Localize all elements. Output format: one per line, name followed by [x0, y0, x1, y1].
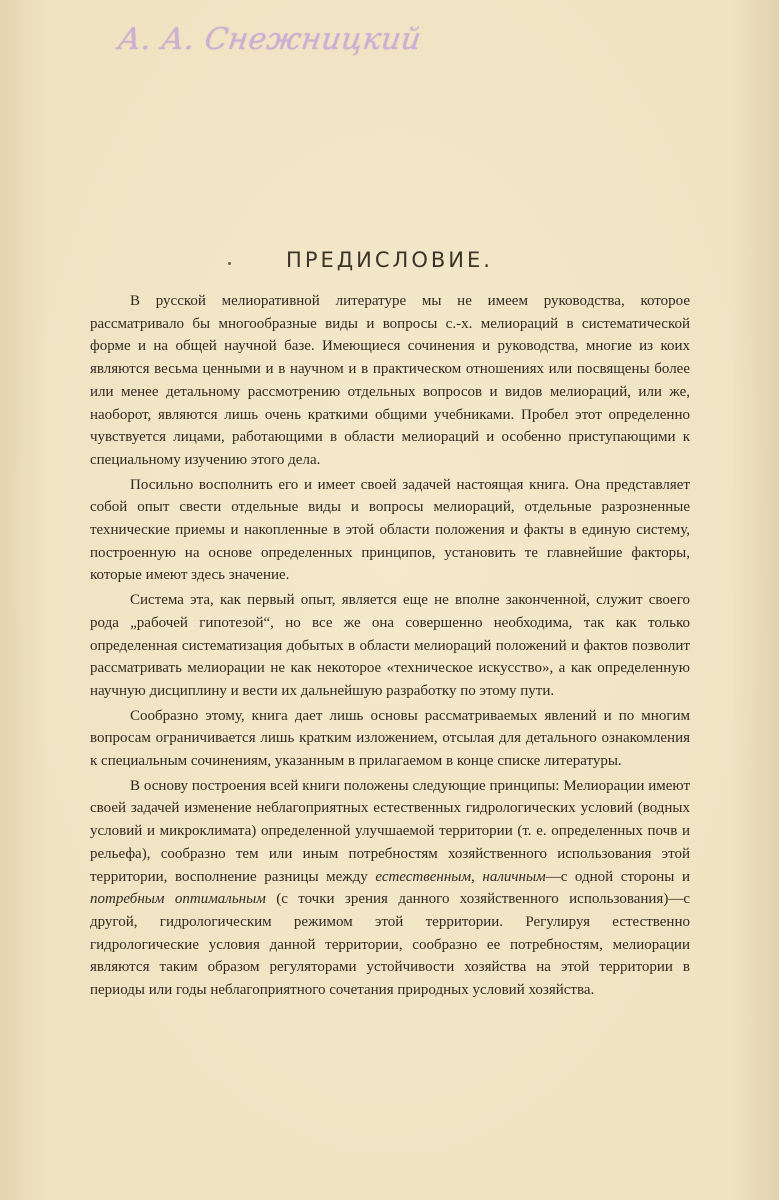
- preface-body: [90, 290, 690, 1004]
- paragraph-5-part-3: (с точки зрения данного хозяйственного использования)—с другой, гидрологическим режимом этой территории. Регулируя естественно гидрологические условия данной территории, сообразно ее потребностям, мелиорации являются таким образом регуляторами устойчивости хозяйства на этой территории в периоды или годы неблагоприятного сочетания природных условий хозяйства.: [90, 891, 690, 999]
- page-title: ПРЕДИСЛОВИЕ.: [286, 248, 493, 272]
- paragraph-5: [90, 775, 690, 1002]
- paragraph-3: Система эта, как первый опыт, является еще не вполне законченной, служит своего рода „рабочей гипотезой“, но все же она совершенно необходима, так как только определенная систематизация добытых в области мелиораций положений и фактов позволит рассматривать мелиорации не как некоторое «техническое искусство», а как определенную научную дисциплину и вести их дальнейшую разработку по этому пути.: [90, 592, 690, 699]
- paragraph-4: Сообразно этому, книга дает лишь основы рассматриваемых явлений и по многим вопросам ограничивается лишь кратким изложением, отсылая для детального ознакомления к специальным сочинениям, указанным в прилагаемом в конце списке литературы.: [90, 707, 690, 770]
- paragraph-5-italic-1: естественным, наличным: [375, 868, 546, 885]
- paragraph-2: Посильно восполнить его и имеет своей задачей настоящая книга. Она представляет собой опыт свести отдельные виды и вопросы мелиораций, отдельные разрозненные технические приемы и накопленные в этой области положения и факты в единую систему, построенную на основе определенных принципов, установить те главнейшие факторы, которые имеют здесь значение.: [90, 476, 690, 584]
- paragraph-5-italic-2: потребным оптимальным: [90, 891, 266, 908]
- owner-stamp: А. А. Снежницкий: [115, 22, 424, 57]
- paragraph-1: В русской мелиоративной литературе мы не имеем руководства, которое рассматривало бы многообразные виды и вопросы с.-х. мелиораций в систематической форме и на общей научной базе. Имеющиеся сочинения и руководства, многие из коих являются весьма ценными и в научном и в практическом отношениях или посвящены более или менее детальному рассмотрению отдельных вопросов и видов мелиораций, или же, наоборот, являются лишь очень краткими общими учебниками. Пробел этот определенно чувствуется лицами, работающими в области мелиораций и особенно приступающими к специальному изучению этого дела.: [90, 293, 690, 468]
- paragraph-5-part-2: —с одной стороны и: [545, 868, 690, 885]
- paragraph-5-part-1: В основу построения всей книги положены следующие принципы: Мелиорации имеют своей задачей изменение неблагоприятных естественных гидрологических условий (водных условий и микроклимата) определенной улучшаемой территории (т. е. определенных почв и рельефа), сообразно тем или иным потребностям хозяйственного использования этой территории, восполнение разницы между: [90, 777, 690, 885]
